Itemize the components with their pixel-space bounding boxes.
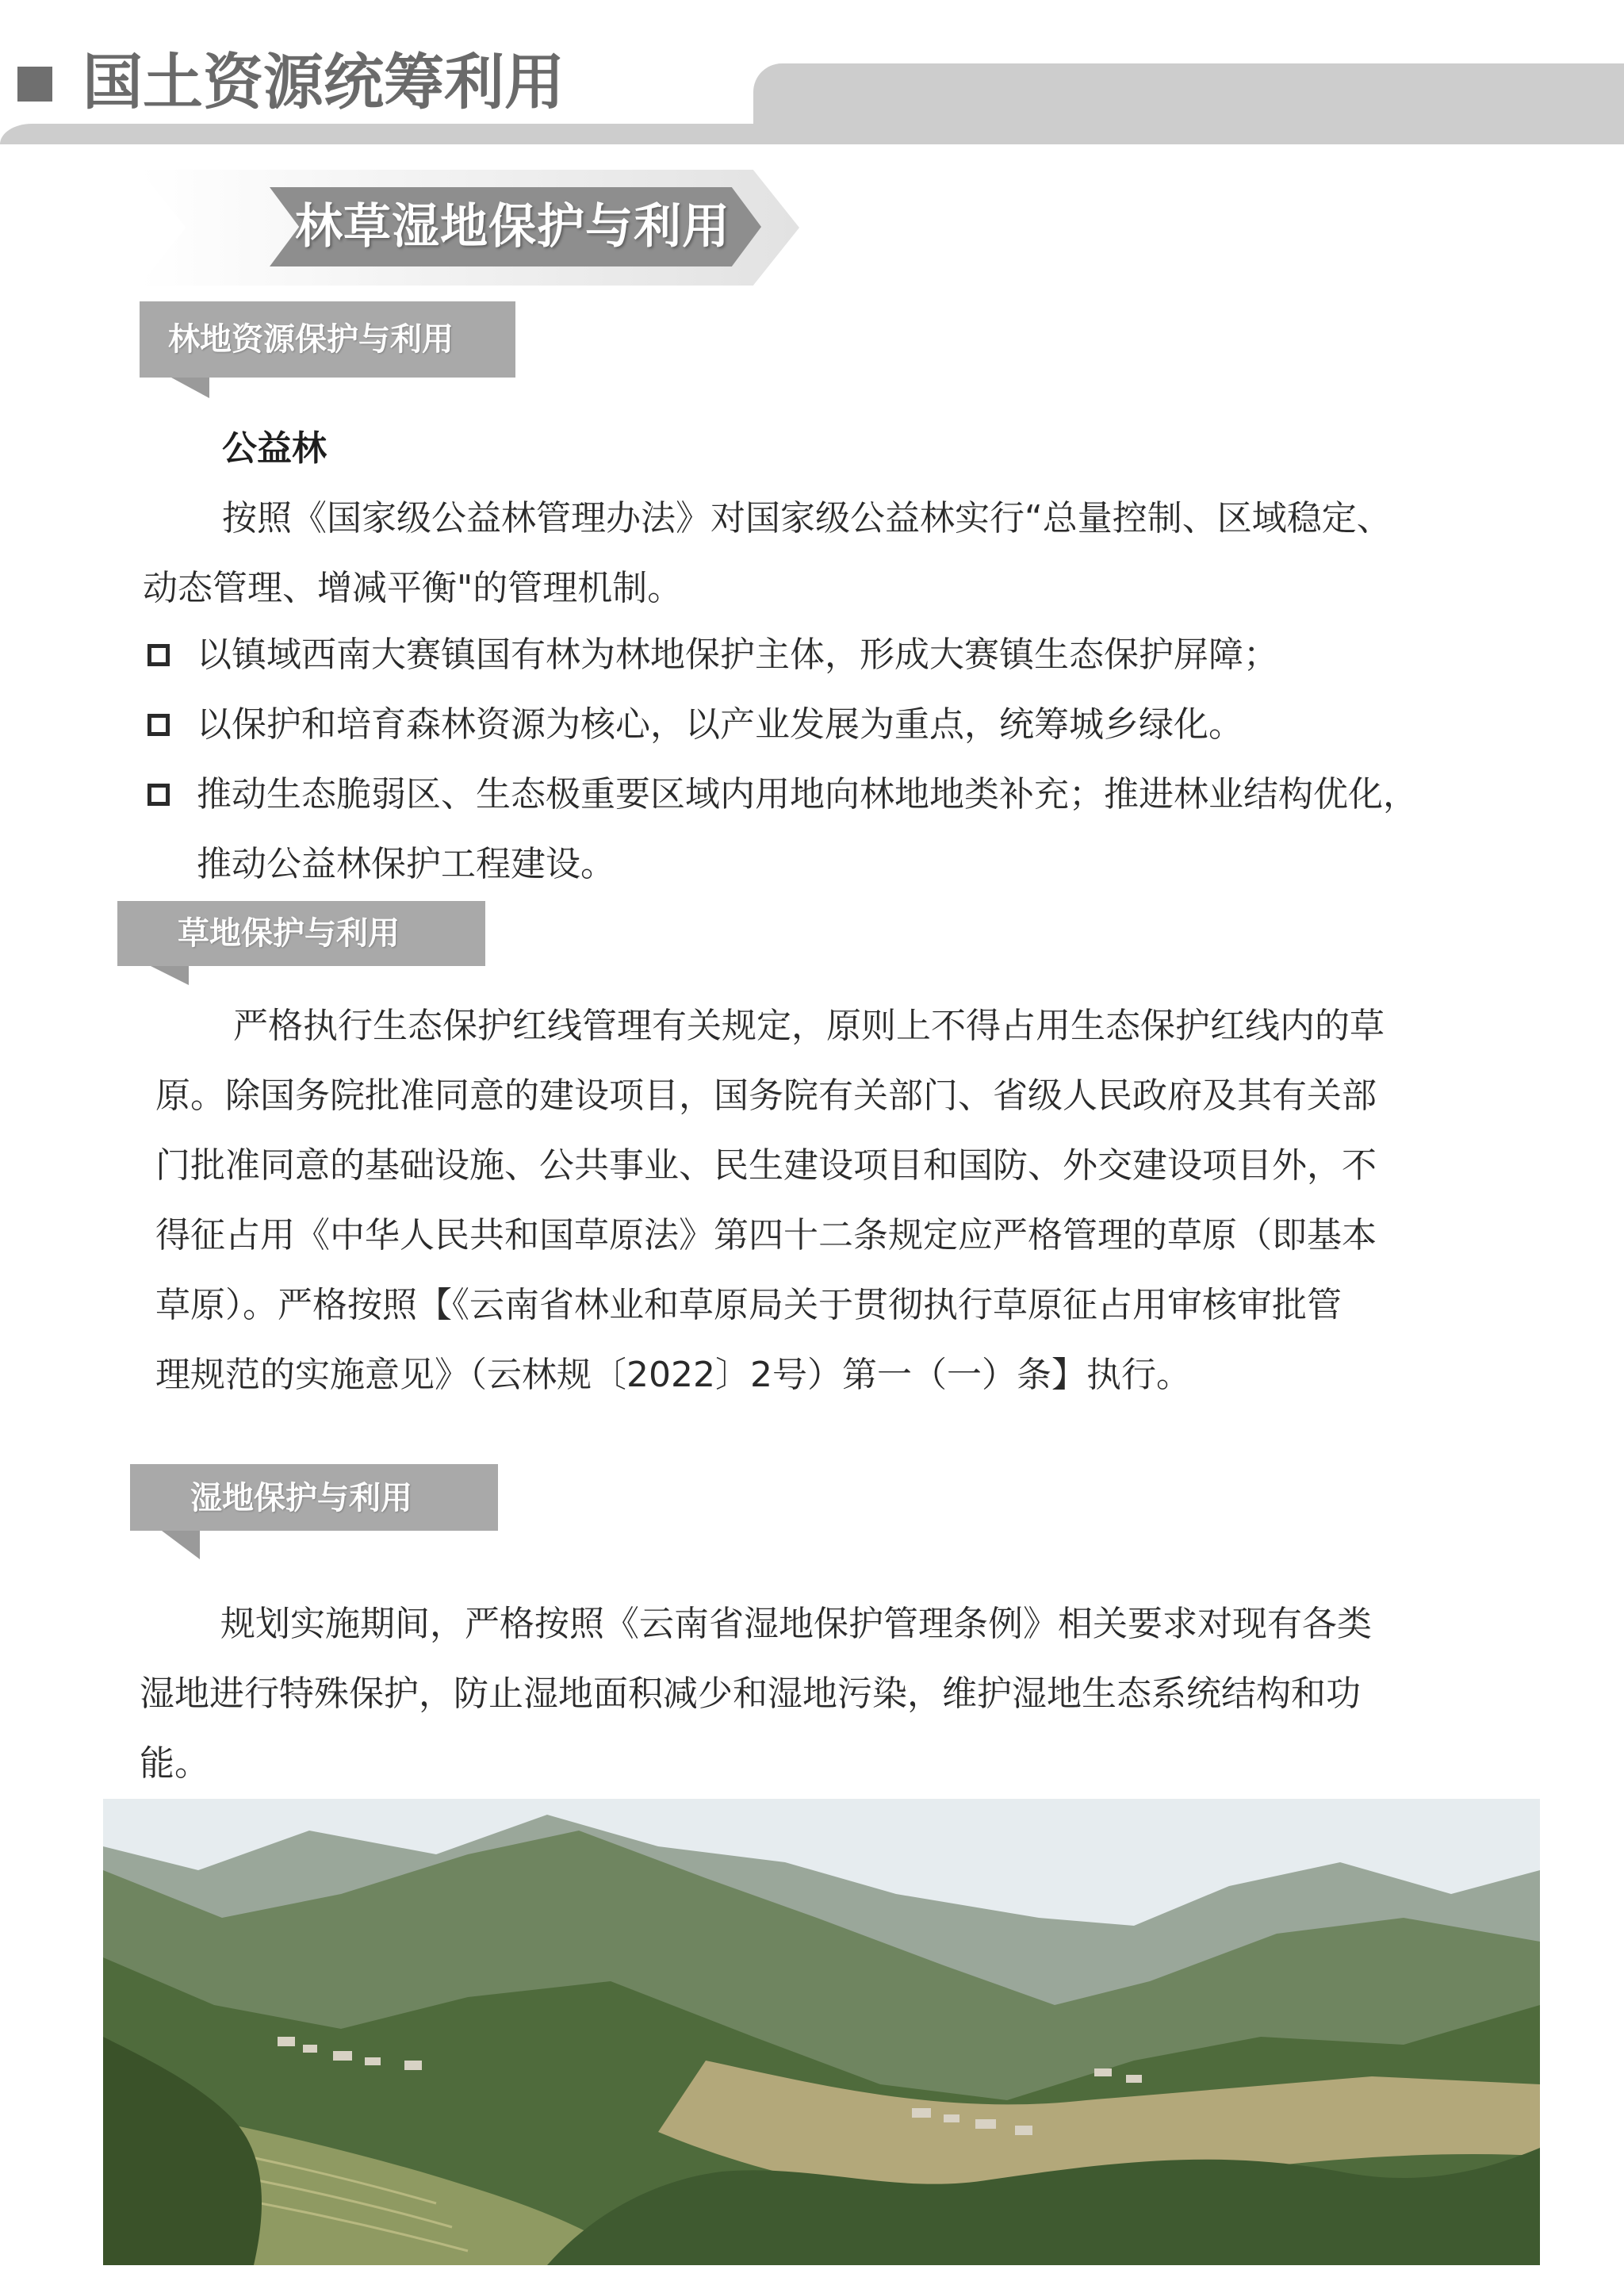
section-label-tail-forest [171, 378, 209, 398]
bullet-text: 推动生态脆弱区、生态极重要区域内用地向林地地类补充；推进林业结构优化， [197, 774, 1418, 815]
paragraph-line: 规划实施期间，严格按照《云南省湿地保护管理条例》相关要求对现有各类 [220, 1604, 1372, 1644]
paragraph-line: 动态管理、增减平衡"的管理机制。 [143, 568, 683, 608]
bullet-text: 以保护和培育森林资源为核心，以产业发展为重点，统筹城乡绿化。 [197, 704, 1243, 745]
house [1015, 2126, 1032, 2135]
paragraph-line: 草原）。严格按照【《云南省林业和草原局关于贯彻执行草原征占用审核审批管 [155, 1285, 1342, 1325]
paragraph-line: 按照《国家级公益林管理办法》对国家级公益林实行“总量控制、区域稳定、 [222, 498, 1392, 539]
checkbox-icon [147, 644, 170, 666]
house [404, 2061, 422, 2070]
paragraph-line: 严格执行生态保护红线管理有关规定，原则上不得占用生态保护红线内的草 [233, 1006, 1385, 1046]
checkbox-icon [147, 784, 170, 806]
section-label-forest: 林地资源保护与利用 [168, 321, 454, 358]
page-title: 国土资源统筹利用 [82, 47, 565, 117]
paragraph-line: 门批准同意的基础设施、公共事业、民生建设项目和国防、外交建设项目外，不 [155, 1145, 1377, 1186]
house [1094, 2068, 1112, 2076]
landscape-illustration [103, 1799, 1540, 2265]
section-label-grassland: 草地保护与利用 [178, 915, 400, 952]
paragraph-line: 理规范的实施意见》（云林规〔2022〕2号）第一（一）条】执行。 [155, 1355, 1191, 1395]
house [944, 2114, 959, 2122]
house [333, 2051, 352, 2061]
landscape-photo [103, 1799, 1540, 2265]
subsection-heading: 公益林 [222, 428, 327, 469]
header-decor-line [0, 124, 761, 144]
section-label-wetland: 湿地保护与利用 [190, 1480, 412, 1516]
house [912, 2108, 931, 2118]
section-label-tail-grassland [151, 966, 189, 985]
paragraph-line: 原。除国务院批准同意的建设项目，国务院有关部门、省级人民政府及其有关部 [155, 1075, 1377, 1116]
paragraph-line: 湿地进行特殊保护，防止湿地面积减少和湿地污染，维护湿地生态系统结构和功 [140, 1673, 1361, 1714]
house [1126, 2075, 1142, 2083]
banner-title: 林草湿地保护与利用 [295, 199, 730, 255]
checkbox-icon [147, 714, 170, 736]
paragraph-line: 得征占用《中华人民共和国草原法》第四十二条规定应严格管理的草原（即基本 [155, 1215, 1377, 1256]
bullet-text: 推动公益林保护工程建设。 [197, 844, 615, 884]
bullet-text: 以镇域西南大赛镇国有林为林地保护主体，形成大赛镇生态保护屏障； [197, 635, 1278, 675]
house [975, 2119, 996, 2129]
header-decor-band [753, 63, 1624, 144]
paragraph-line: 能。 [140, 1743, 209, 1784]
house [278, 2037, 295, 2046]
house [365, 2057, 381, 2065]
section-label-tail-wetland [162, 1531, 200, 1559]
header-square-icon [17, 67, 52, 102]
house [303, 2045, 317, 2053]
